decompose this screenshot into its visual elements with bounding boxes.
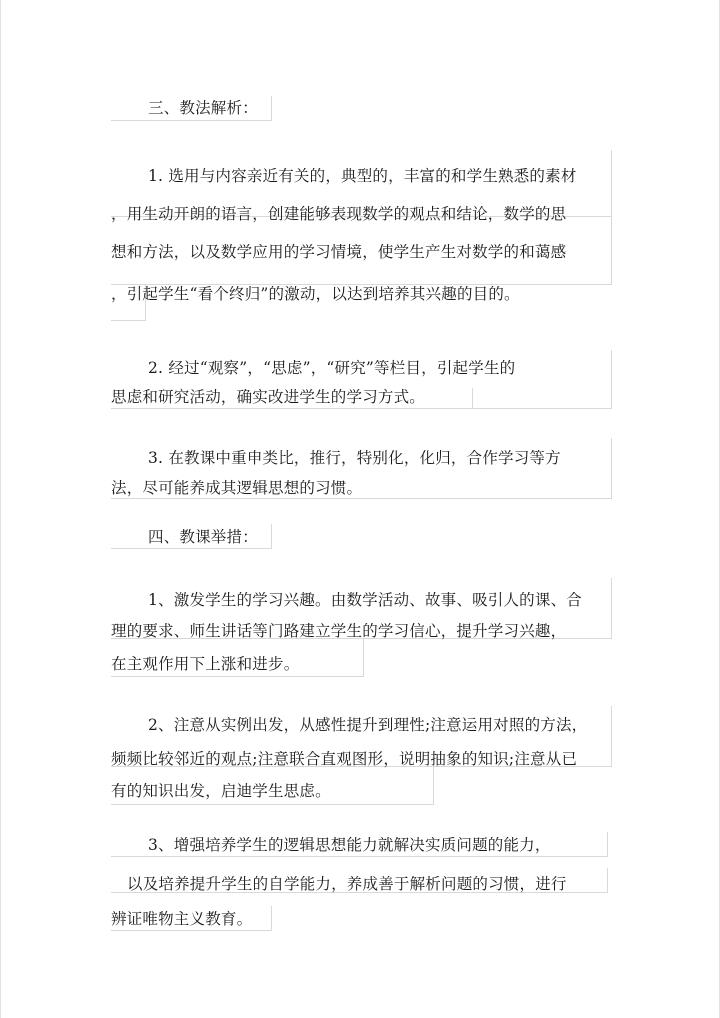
- paragraph-line: 1. 选用与内容亲近有关的，典型的，丰富的和学生熟悉的素材: [148, 167, 577, 185]
- paragraph-line: 法，尽可能养成其逻辑思想的习惯。: [111, 479, 363, 497]
- paragraph-line: 想和方法，以及数学应用的学习情境，使学生产生对数学的和蔼感: [111, 243, 567, 261]
- paragraph-line: 理的要求、师生讲话等门路建立学生的学习信心，提升学习兴趣，: [111, 622, 567, 640]
- section-heading-teaching-measures: 四、教课举措：: [148, 528, 258, 546]
- paragraph-line: ，用生动开朗的语言，创建能够表现数学的观点和结论，数学的思: [111, 205, 567, 223]
- paragraph-line: 3. 在教课中重申类比，推行，特别化，化归，合作学习等方: [148, 449, 561, 467]
- scan-box: [471, 388, 473, 409]
- section-heading-teaching-methods: 三、教法解析：: [148, 99, 258, 117]
- paragraph-line: 有的知识出发，启迪学生思虑。: [111, 782, 331, 800]
- paragraph-line: 在主观作用下上涨和进步。: [111, 655, 300, 673]
- paragraph-line: 2. 经过“观察”，“思虑”，“研究”等栏目，引起学生的: [148, 359, 516, 377]
- paragraph-line: 思虑和研究活动，确实改进学生的学习方式。: [111, 388, 426, 406]
- paragraph-line: 1、激发学生的学习兴趣。由数学活动、故事、吸引人的课、合: [148, 591, 582, 609]
- paragraph-line: 频频比较邻近的观点;注意联合直观图形，说明抽象的知识;注意从已: [111, 750, 578, 768]
- paragraph-line: 2、注意从实例出发，从感性提升到理性;注意运用对照的方法，: [148, 716, 588, 734]
- paragraph-line: 以及培养提升学生的自学能力，养成善于解析问题的习惯，进行: [127, 875, 567, 893]
- paragraph-line: 3、增强培养学生的逻辑思想能力就解决实质问题的能力，: [148, 836, 551, 854]
- paragraph-line: 辨证唯物主义教育。: [111, 910, 253, 928]
- paragraph-line: ，引起学生“看个终归”的激动，以达到培养其兴趣的目的。: [111, 285, 520, 303]
